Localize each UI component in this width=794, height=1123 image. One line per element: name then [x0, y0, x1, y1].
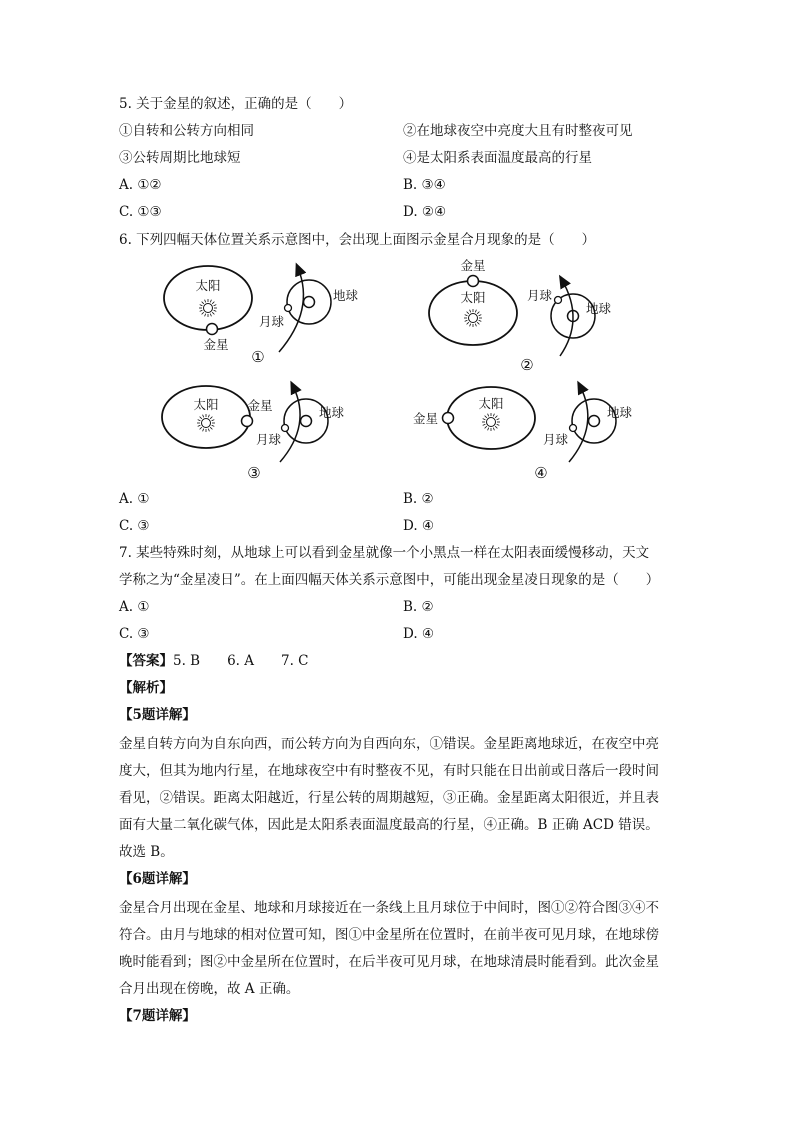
q6-choice-b: B. ②: [403, 491, 434, 507]
figure-number-2: ②: [520, 356, 534, 374]
answer-line: [119, 651, 309, 671]
q6-explanation-heading: 【6题详解】: [119, 871, 196, 887]
moon-label-2: 月球: [527, 288, 553, 303]
q7-choice-b: B. ②: [403, 599, 434, 615]
sun-label-3: 太阳: [193, 397, 219, 412]
sun-icon: [197, 414, 215, 432]
venus-label-1: 金星: [203, 337, 229, 352]
diagram-4: [413, 386, 633, 482]
q5-explanation-line-3: 看见，②错误。距离太阳越近，行星公转的周期越短，③正确。金星距离太阳很近，并且表: [119, 790, 659, 806]
q5-explanation-line-1: 金星自转方向为自东向西，而公转方向为自西向东，①错误。金星距离地球近，在夜空中亮: [119, 736, 659, 752]
venus-label-2: 金星: [460, 258, 486, 273]
venus-2: [468, 276, 479, 287]
earth-4: [589, 416, 600, 427]
figure-number-1: ①: [251, 348, 265, 366]
moon-2: [555, 297, 562, 304]
venus-3: [242, 416, 253, 427]
earth-label-4: 地球: [607, 405, 633, 420]
figure-number-3: ③: [247, 464, 261, 482]
sun-label-2: 太阳: [460, 290, 486, 305]
q5-explanation-line-2: 度大，但其为地内行星，在地球夜空中有时整夜不见，有时只能在日出前或日落后一段时间: [119, 763, 659, 779]
q7-stem-line-1: 7. 某些特殊时刻，从地球上可以看到金星就像一个小黑点一样在太阳表面缓慢移动，天文: [119, 545, 650, 561]
earth-label-2: 地球: [586, 301, 612, 316]
answer-values: 5. B 6. A 7. C: [173, 653, 309, 669]
moon-label-3: 月球: [256, 432, 282, 447]
sun-icon: [199, 299, 217, 317]
moon-3: [282, 425, 289, 432]
earth-3: [301, 416, 312, 427]
q5-explanation-line-4: 面有大量二氧化碳气体，因此是太阳系表面温度最高的行星，④正确。B 正确 ACD 错误。: [119, 817, 659, 833]
venus-label-3: 金星: [247, 398, 273, 413]
moon-label-1: 月球: [259, 314, 285, 329]
q7-explanation-heading: 【7题详解】: [119, 1008, 196, 1024]
q5-option-4: ④是太阳系表面温度最高的行星: [403, 150, 592, 166]
q5-choice-c: C. ①③: [119, 204, 162, 220]
q7-choice-d: D. ④: [403, 626, 435, 642]
venus-4: [443, 413, 454, 424]
venus-1: [207, 324, 218, 335]
q5-choice-a: A. ①②: [119, 177, 162, 193]
sun-icon: [482, 413, 500, 431]
earth-1: [304, 297, 315, 308]
moon-1: [285, 305, 292, 312]
diagram-3: [162, 386, 345, 482]
diagram-1: [164, 266, 359, 366]
analysis-label: 【解析】: [119, 680, 173, 696]
q5-option-3: ③公转周期比地球短: [119, 150, 241, 166]
q5-option-2: ②在地球夜空中亮度大且有时整夜可见: [403, 123, 633, 139]
q6-choice-c: C. ③: [119, 518, 150, 534]
venus-orbit-1: [164, 266, 252, 330]
q5-explanation-heading: 【5题详解】: [119, 707, 196, 723]
earth-label-1: 地球: [333, 288, 359, 303]
q6-stem: 6. 下列四幅天体位置关系示意图中，会出现上面图示金星合月现象的是（ ）: [119, 232, 596, 248]
q5-stem: 5. 关于金星的叙述，正确的是（ ）: [119, 96, 353, 112]
earth-orbit-arrow-3: [280, 386, 300, 462]
q6-explanation-line-1: 金星合月出现在金星、地球和月球接近在一条线上且月球位于中间时，图①②符合图③④不: [119, 900, 659, 916]
earth-label-3: 地球: [319, 405, 345, 420]
q6-explanation-line-2: 符合。由月与地球的相对位置可知，图①中金星所在位置时，在前半夜可见月球，在地球傍: [119, 927, 659, 943]
q5-choice-d: D. ②④: [403, 204, 447, 220]
sun-icon: [464, 309, 482, 327]
q6-choice-d: D. ④: [403, 518, 435, 534]
q7-choice-c: C. ③: [119, 626, 150, 642]
sun-label-4: 太阳: [478, 396, 504, 411]
q7-stem-line-2: 学称之为“金星凌日”。在上面四幅天体关系示意图中，可能出现金星凌日现象的是（ ）: [119, 572, 660, 588]
q5-explanation-line-5: 故选 B。: [119, 844, 174, 860]
q6-explanation-line-4: 合月出现在傍晚，故 A 正确。: [119, 981, 300, 997]
q6-explanation-line-3: 晚时能看到；图②中金星所在位置时，在后半夜可见月球，在地球清晨时能看到。此次金星: [119, 954, 659, 970]
sun-label-1: 太阳: [195, 278, 221, 293]
answer-label: 【答案】: [119, 653, 173, 669]
q6-choice-a: A. ①: [119, 491, 150, 507]
q7-choice-a: A. ①: [119, 599, 150, 615]
q5-option-1: ①自转和公转方向相同: [119, 123, 254, 139]
diagram-2: [429, 258, 612, 374]
figure-number-4: ④: [534, 464, 548, 482]
q5-choice-b: B. ③④: [403, 177, 446, 193]
moon-4: [570, 425, 577, 432]
moon-label-4: 月球: [543, 432, 569, 447]
venus-label-4: 金星: [413, 411, 439, 426]
